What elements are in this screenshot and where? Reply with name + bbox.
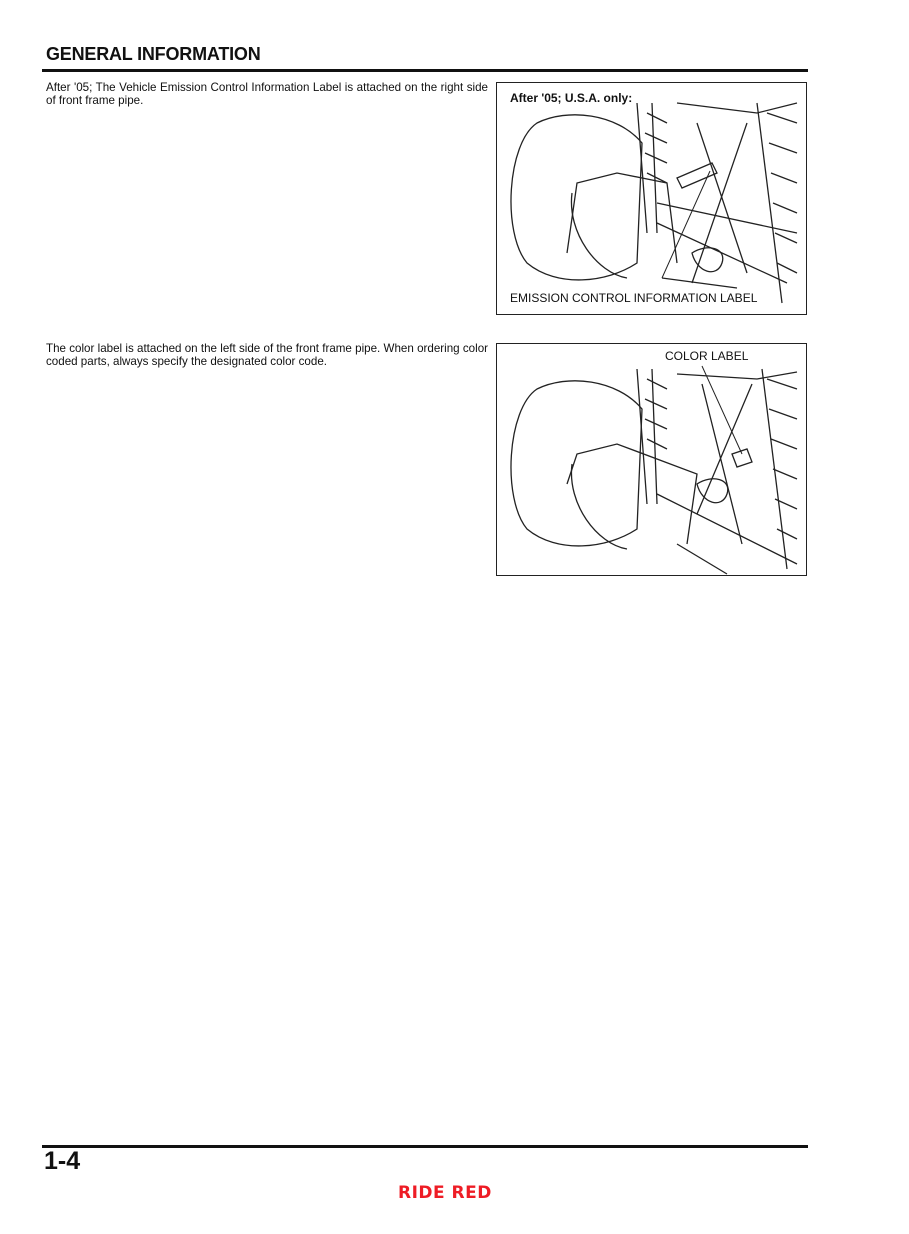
atv-front-illustration (497, 344, 806, 575)
page-title: GENERAL INFORMATION (46, 44, 261, 64)
emission-label-figure (496, 82, 807, 315)
color-label-callout: COLOR LABEL (665, 349, 749, 363)
color-label-figure (496, 343, 807, 576)
footer-rule (42, 1145, 808, 1148)
atv-front-illustration (497, 83, 806, 314)
brand-logo: RIDE RED (398, 1183, 492, 1203)
header-rule (42, 69, 808, 72)
section-2-text: The color label is attached on the left side of the front frame pipe. When ordering color coded parts, always specify the designated color code. (46, 342, 488, 368)
page-number: 1-4 (44, 1147, 81, 1175)
section-1-text: After '05; The Vehicle Emission Control Information Label is attached on the right side of front frame pipe. (46, 81, 488, 107)
figure-caption: After '05; U.S.A. only: (510, 91, 633, 105)
emission-label-callout: EMISSION CONTROL INFORMATION LABEL (510, 291, 758, 305)
